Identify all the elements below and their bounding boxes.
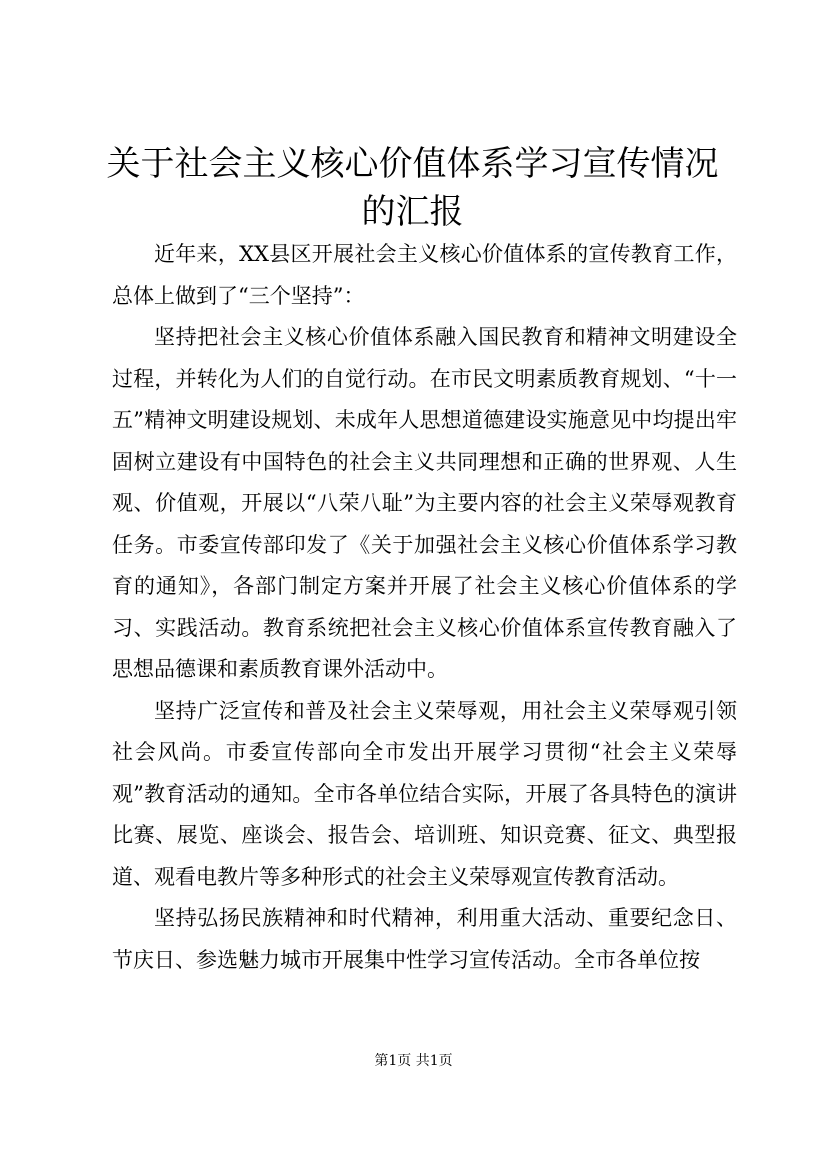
- document-title: 关于社会主义核心价值体系学习宣传情况的汇报: [106, 144, 719, 232]
- document-body: [112, 234, 737, 981]
- paragraph-honor-disgrace: 坚持广泛宣传和普及社会主义荣辱观，用社会主义荣辱观引领社会风尚。市委宣传部向全市发出开展学习贯彻“社会主义荣辱观”教育活动的通知。全市各单位结合实际，开展了各具特色的演讲比赛、展览、座谈会、报告会、培训班、知识竞赛、征文、典型报道、观看电教片等多种形式的社会主义荣辱观宣传教育活动。: [112, 698, 737, 889]
- paragraph-national-spirit: 坚持弘扬民族精神和时代精神，利用重大活动、重要纪念日、节庆日、参选魅力城市开展集中性学习宣传活动。全市各单位按: [112, 906, 737, 972]
- page-number-footer: 第1页 共1页: [374, 1053, 453, 1069]
- paragraph-intro: 近年来，XX县区开展社会主义核心价值体系的宣传教育工作，总体上做到了“三个坚持”：: [112, 242, 737, 308]
- paragraph-national-education: 坚持把社会主义核心价值体系融入国民教育和精神文明建设全过程，并转化为人们的自觉行动。在市民文明素质教育规划、“十一五”精神文明建设规划、未成年人思想道德建设实施意见中均提出牢固树立建设有中国特色的社会主义共同理想和正确的世界观、人生观、价值观，开展以“八荣八耻”为主要内容的社会主义荣辱观教育任务。市委宣传部印发了《关于加强社会主义核心价值体系学习教育的通知》，各部门制定方案并开展了社会主义核心价值体系的学习、实践活动。教育系统把社会主义核心价值体系宣传教育融入了思想品德课和素质教育课外活动中。: [112, 325, 737, 681]
